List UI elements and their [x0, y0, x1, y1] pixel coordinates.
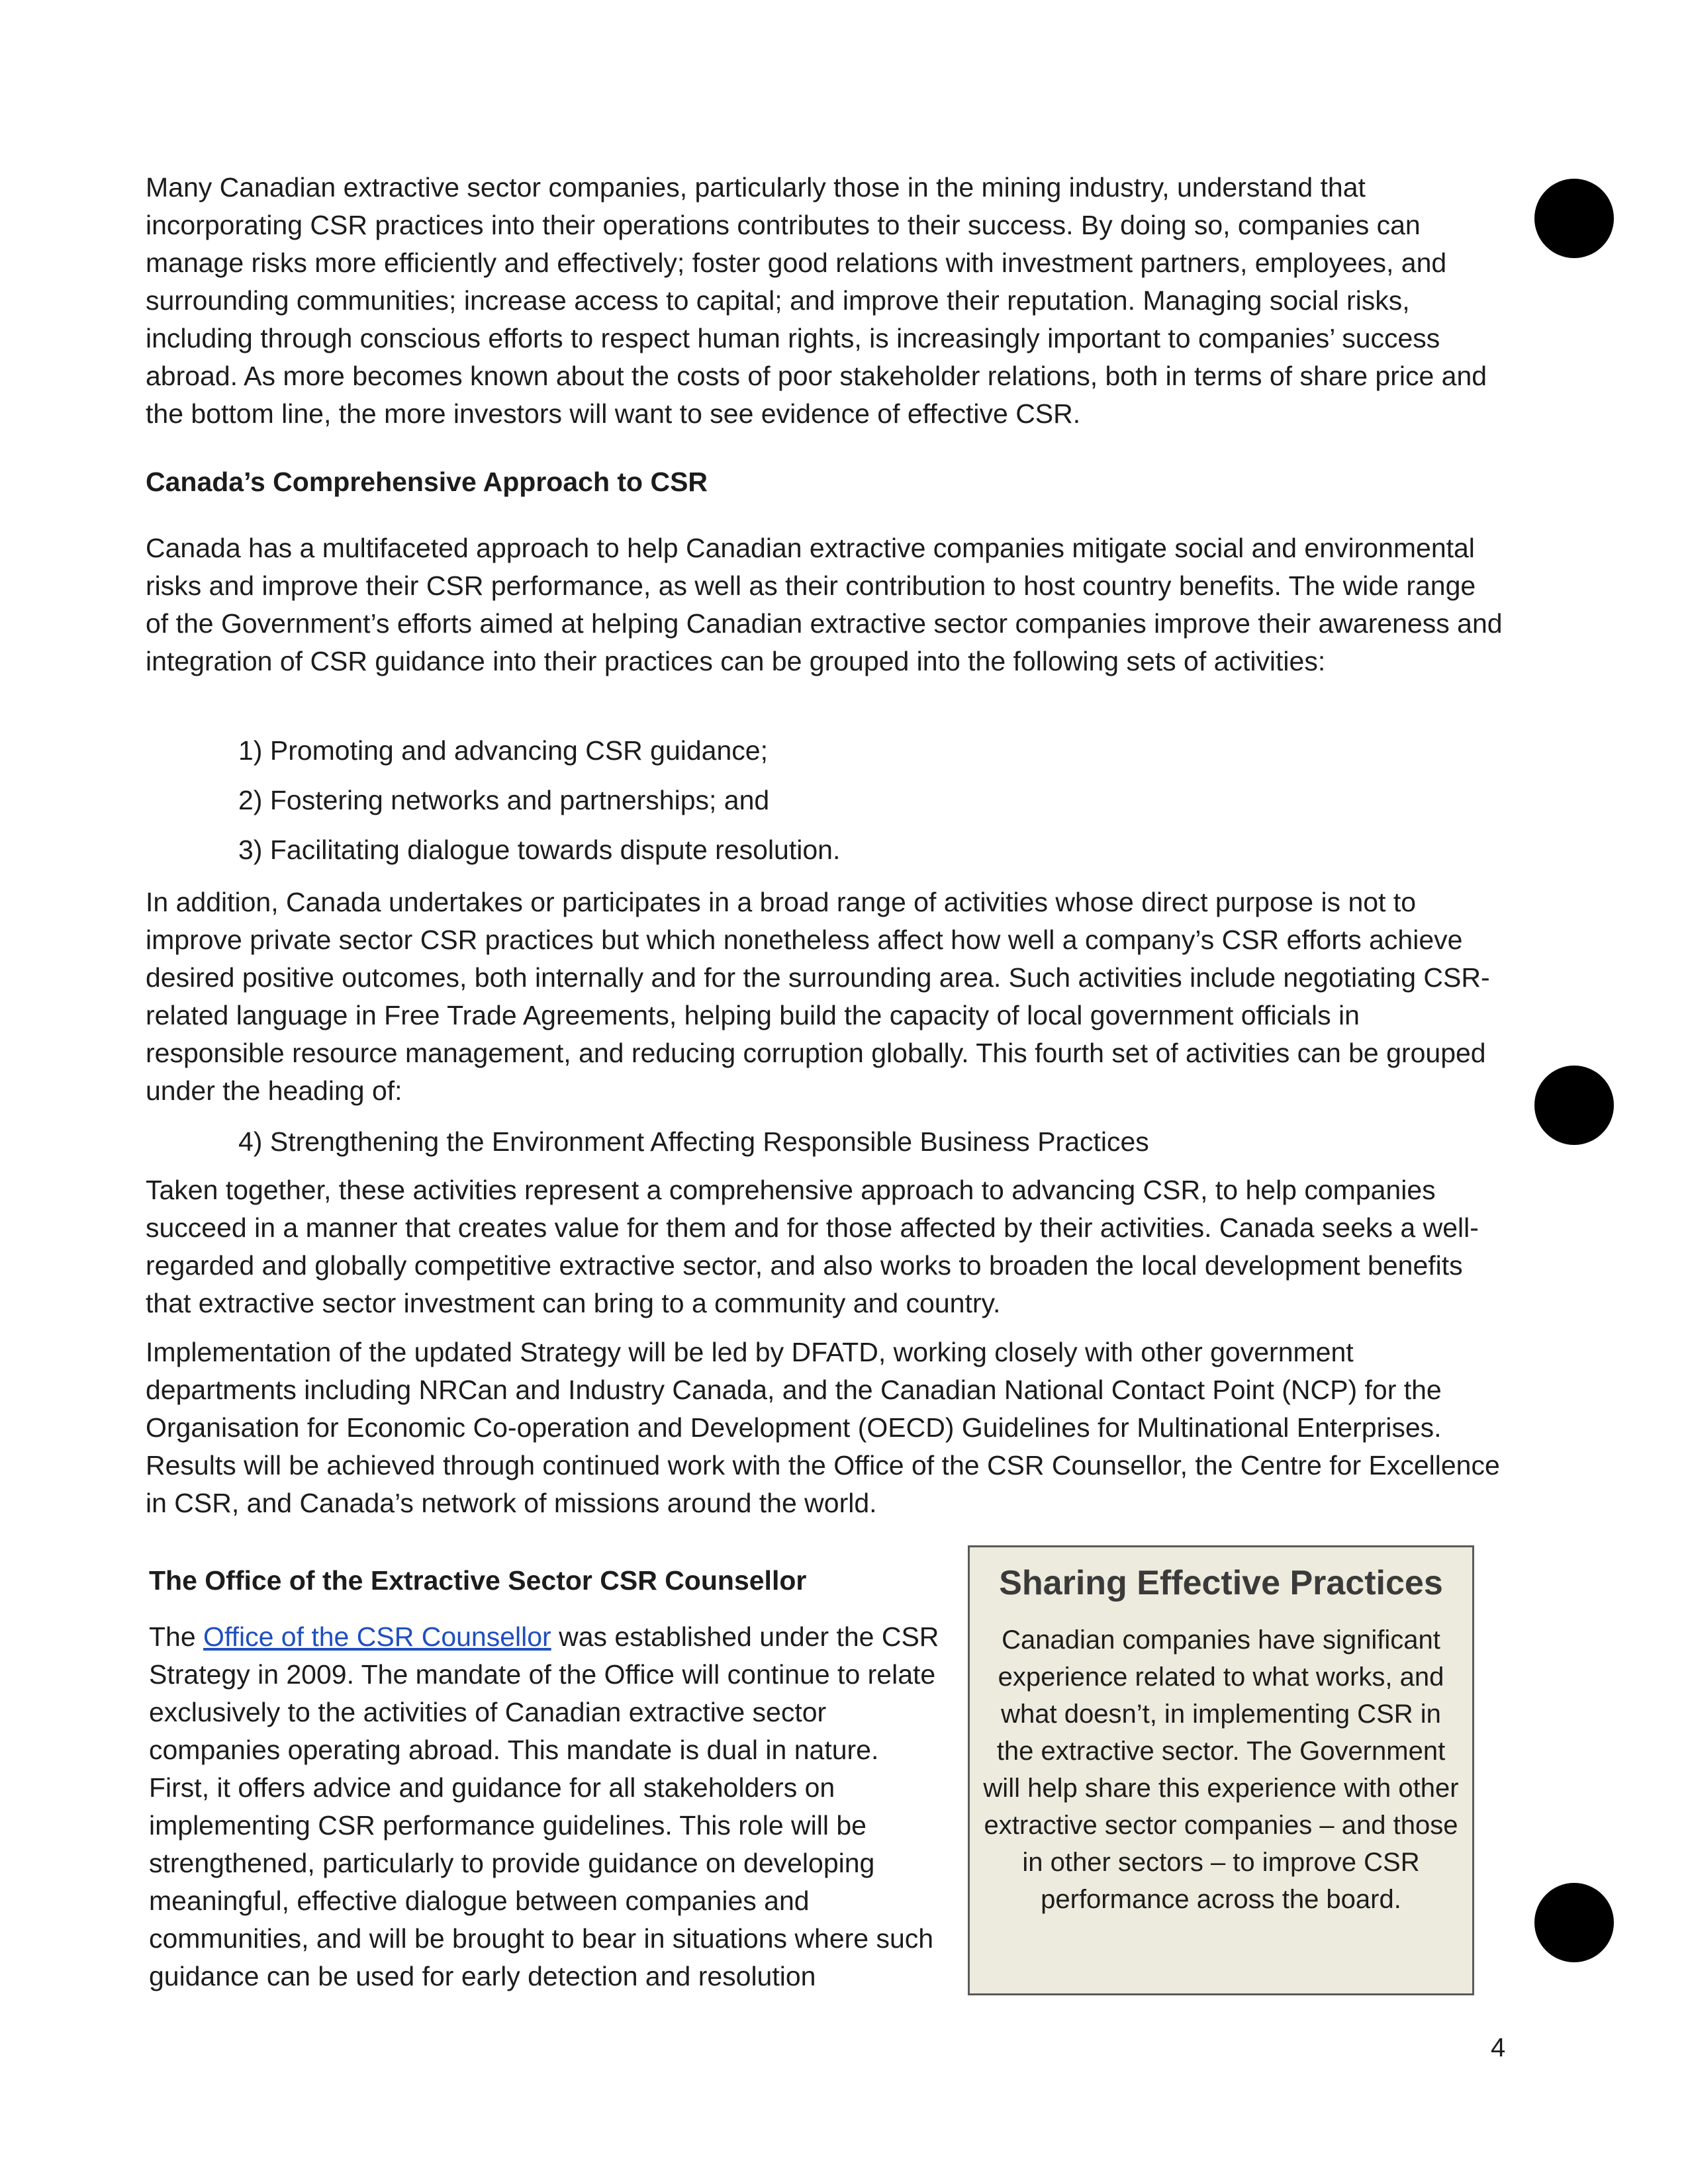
- office-csr-counsellor-link[interactable]: Office of the CSR Counsellor: [203, 1621, 551, 1652]
- office-paragraph-prefix: The: [149, 1621, 204, 1652]
- list-item: 4) Strengthening the Environment Affecting Responsible Business Practices: [238, 1126, 1149, 1157]
- punch-hole-icon: [1534, 1066, 1614, 1145]
- addition-paragraph: In addition, Canada undertakes or participates in a broad range of activities whose direct purpose is not to improve private sector CSR practices but which nonetheless affect how well a company’s CSR efforts achieve desired positive outcomes, both internally and for the surrounding area. Such activities include negotiating CSR-related language in Free Trade Agreements, helping build the capacity of local government officials in responsible resource management, and reducing corruption globally. This fourth set of activities can be grouped under the heading of:: [146, 887, 1490, 1106]
- section-heading-office: The Office of the Extractive Sector CSR Counsellor: [149, 1565, 807, 1596]
- intro-paragraph: Many Canadian extractive sector companies, particularly those in the mining industry, understand that incorporating CSR practices into their operations contributes to their success. By doing so, companies can manage risks more efficiently and effectively; foster good relations with investment partners, employees, and surrounding communities; increase access to capital; and improve their reputation. Managing social risks, including through conscious efforts to respect human rights, is increasingly important to companies’ success abroad. As more becomes known about the costs of poor stakeholder relations, both in terms of share price and the bottom line, the more investors will want to see evidence of effective CSR.: [146, 172, 1487, 429]
- list-item: 2) Fostering networks and partnerships; and: [238, 785, 770, 815]
- office-paragraph: [149, 1618, 943, 1995]
- page-number: 4: [1491, 2033, 1506, 2062]
- sidebar-title: Sharing Effective Practices: [999, 1564, 1443, 1602]
- section-heading-approach: Canada’s Comprehensive Approach to CSR: [146, 467, 708, 497]
- approach-paragraph: Canada has a multifaceted approach to help Canadian extractive companies mitigate social and environmental risks and improve their CSR performance, as well as their contribution to host country benefits. The wide range of the Government’s efforts aimed at helping Canadian extractive sector companies improve their awareness and integration of CSR guidance into their practices can be grouped into the following sets of activities:: [146, 533, 1503, 676]
- sidebar-box: [968, 1545, 1474, 1995]
- office-paragraph-rest: was established under the CSR Strategy in 2009. The mandate of the Office will continue to relate exclusively to the activities of Canadian extractive sector companies operating abroad. This mandate is dual in nature. First, it offers advice and guidance for all stakeholders on implementing CSR performance guidelines. This role will be strengthened, particularly to provide guidance on developing meaningful, effective dialogue between companies and communities, and will be brought to bear in situations where such guidance can be used for early detection and resolution: [149, 1621, 939, 1991]
- list-item: 1) Promoting and advancing CSR guidance;: [238, 735, 768, 766]
- list-item: 3) Facilitating dialogue towards dispute resolution.: [238, 835, 841, 865]
- together-paragraph: Taken together, these activities represent a comprehensive approach to advancing CSR, to help companies succeed in a manner that creates value for them and for those affected by their activities. Canada seeks a well-regarded and globally competitive extractive sector, and also works to broaden the local development benefits that extractive sector investment can bring to a community and country.: [146, 1175, 1479, 1318]
- sidebar-body: Canadian companies have significant experience related to what works, and what doesn’t, in implementing CSR in the extractive sector. The Government will help share this experience with other extractive sector companies – and those in other sectors – to improve CSR performance across the board.: [983, 1625, 1459, 1914]
- punch-hole-icon: [1534, 179, 1614, 258]
- punch-hole-icon: [1534, 1883, 1614, 1962]
- implementation-paragraph: Implementation of the updated Strategy will be led by DFATD, working closely with other government departments including NRCan and Industry Canada, and the Canadian National Contact Point (NCP) for the Organisation for Economic Co-operation and Development (OECD) Guidelines for Multinational Enterprises. Results will be achieved through continued work with the Office of the CSR Counsellor, the Centre for Excellence in CSR, and Canada’s network of missions around the world.: [146, 1337, 1500, 1518]
